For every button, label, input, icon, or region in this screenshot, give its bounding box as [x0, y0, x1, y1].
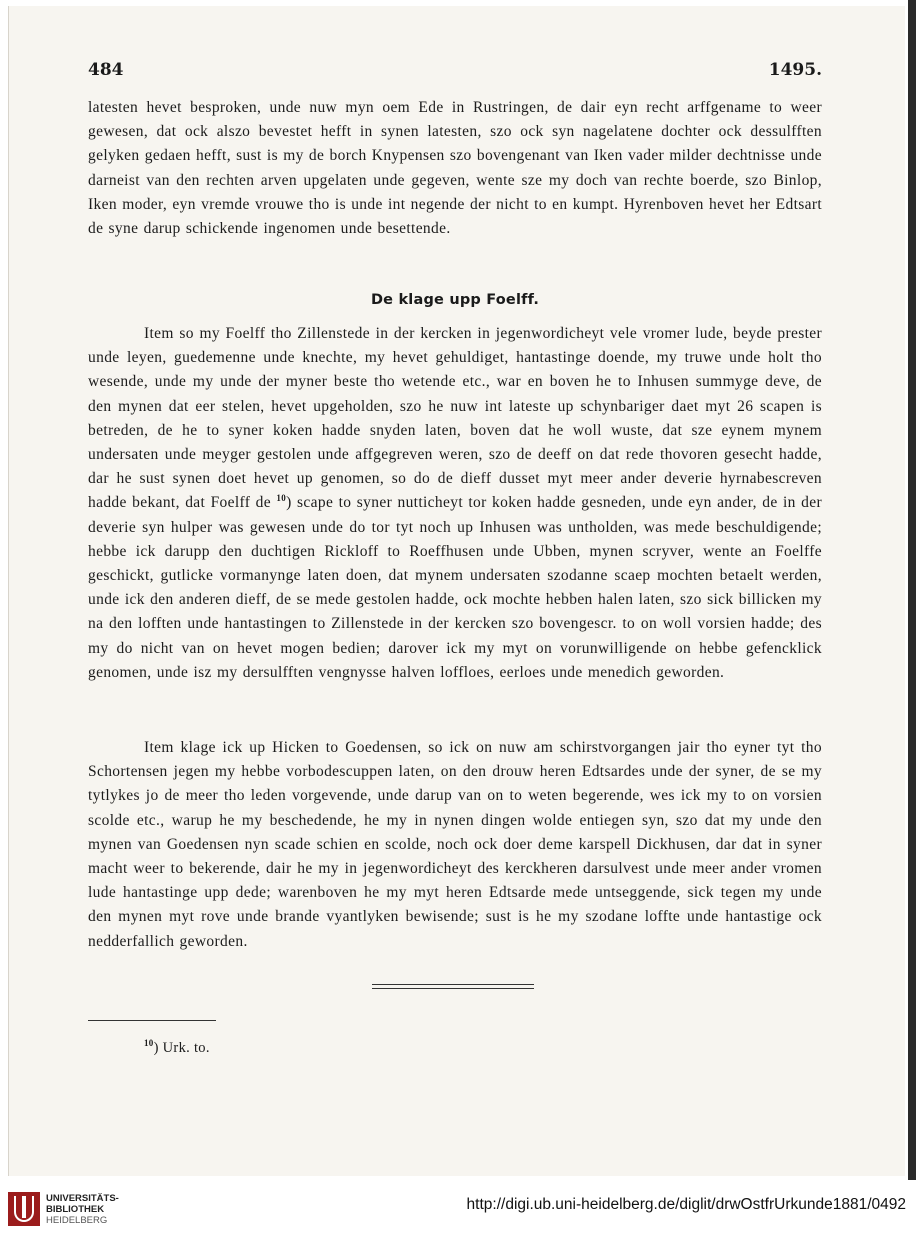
- intro-paragraph: latesten hevet besproken, unde nuw myn oem Ede in Rustringen, de dair eyn recht arffgename to weer gewesen, dat ock alszo bevestet hefft in synen latesten, szo ock syn nagelatene dochter ock dessulfften gelyken gedaen hefft, sust is my de borch Knypensen szo bovengenant van Iken vader milder dechtnisse unde darneist van den rechten arven upgelaten unde gegeven, wente sze my doch van rechte boerde, szo Binlop, Iken moder, eyn vremde vrouwe tho is unde int negende der nicht to en kumpt. Hyrenboven hevet her Edtsart de syne darup schickende ingenomen unde besettende.: [88, 99, 822, 238]
- permalink-url[interactable]: http://digi.ub.uni-heidelberg.de/diglit/drwOstfrUrkunde1881/0492: [466, 1196, 906, 1213]
- scan-edge: [908, 0, 916, 1180]
- footnote: [144, 1040, 210, 1057]
- library-logo[interactable]: [8, 1192, 119, 1226]
- footnote-text: ) Urk. to.: [153, 1040, 210, 1056]
- paragraph-foelff-part2: ) scape to syner nutticheyt tor koken hadde gesneden, unde eyn ander, de in der deverie syn hulper was gewesen unde do tor tyt noch up Inhusen was untholden, was mede beschuldigende; hebbe ick darupp den duchtigen Rickloff to Roeffhusen unde Ubben, mynen scryver, wente an Foelffe geschickt, gutlicke vormanynge laten doen, dat mynem undersaten szodanne scaep mochten betaelt werden, unde ick den anderen dieff, de se mede gestolen hadde, ock mochte hebben halen laten, szo sick billicken my na den lofften unde hantastingen to Zillenstede in der kercken szo bovengescr. to on woll vorsien hadde; des my do nicht van on hevet mogen bedien; darover ick my myt on vorunwilligende on hebbe gefencklick genomen, unde isz my dersulfften vengnysse halven loffloes, eerloes unde menedich geworden.: [88, 494, 822, 681]
- paragraph-hicken: Item klage ick up Hicken to Goedensen, so ick on nuw am schirstvorgangen jair tho eyner tyt tho Schortensen jegen my hebbe vorbodescuppen laten, on den drouw heren Edtsardes unde der syner, de se my tytlykes jo de meer tho leden vorgevende, unde darup van on to weten begerende, wes ick my to on vorsien scolde etc., warup he my beschedende, he my in nynen dingen wolde entiegen syn, szo dat my unde den mynen van Goedensen nyn scade schien en scolde, noch ock doer deme karspell Dickhusen, dar dat in syner macht weer to bekerende, dair he my in jegenwordicheyt des kerckheren darsulvest unde meer ander vromen lude hantastinge upp dede; warenboven he my myt heren Edtsarde mede untseggende, sick tegen my unde den mynen myt rove unde brande vyantlyken bewisende; sust is he my szodane loffte unde hantastige ock nedderfallich geworden.: [88, 739, 822, 950]
- section-end-rule: [372, 984, 534, 989]
- section-heading: De klage upp Foelff.: [370, 292, 540, 308]
- footnote-rule: [88, 1020, 216, 1021]
- paragraph-foelff: [88, 322, 822, 685]
- library-line2: BIBLIOTHEK: [46, 1203, 105, 1215]
- page-header: [88, 60, 822, 80]
- page-number: 484: [88, 60, 124, 80]
- library-name: [46, 1193, 119, 1226]
- page-year: 1495.: [768, 60, 822, 80]
- library-line3: HEIDELBERG: [46, 1214, 108, 1226]
- paragraph-foelff-part1: Item so my Foelff tho Zillenstede in der kercken in jegenwordicheyt vele vromer lude, beyde prester unde leyen, guedemenne unde knechte, my hevet gehuldiget, hantastinge doende, my truwe unde holt tho wesende, unde my unde der myner beste tho wetende etc., war en boven he to Inhusen summyge deve, de den mynen dat eer stelen, hevet upgeholden, szo he nuw int lateste up schynbariger daet myt 26 scapen is betreden, de he to syner koken hadde snyden laten, boven dat he woll wuste, dat sze eynem mynem undersaten unde meyger gestolen unde affgegreven weren, szo de deeff on dat rede thovoren gesecht hadde, dar he sust synen doet hevet up genomen, so do de dieff dusset myt meer ander deverie hyrnabescreven hadde bekant, dat Foelff de: [88, 325, 822, 512]
- footnote-marker: 10: [144, 1038, 154, 1048]
- viewer-footer: [0, 1180, 916, 1250]
- university-seal-icon: [8, 1192, 40, 1226]
- footnote-reference: 10: [276, 493, 287, 504]
- library-line1: UNIVERSITÄTS-: [46, 1192, 119, 1204]
